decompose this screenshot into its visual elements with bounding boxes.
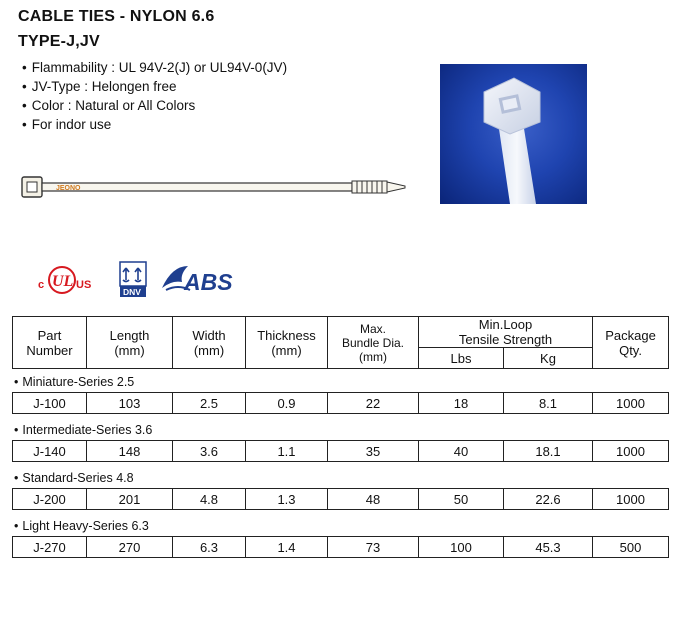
- ul-logo-icon: [38, 267, 91, 293]
- cell-length: 201: [87, 489, 173, 510]
- cell-length: 270: [87, 537, 173, 558]
- cell-bundle-dia: 35: [328, 441, 419, 462]
- header-lbs: Lbs: [419, 348, 504, 369]
- feature-list: [22, 58, 287, 134]
- cell-part-number: J-270: [13, 537, 87, 558]
- header-width: Width (mm): [173, 317, 246, 369]
- certification-logos: [38, 260, 268, 300]
- cell-part-number: J-140: [13, 441, 87, 462]
- feature-item: • Flammability : UL 94V-2(J) or UL94V-0(JV): [22, 58, 287, 77]
- cell-thickness: 1.3: [246, 489, 328, 510]
- cell-width: 2.5: [173, 393, 246, 414]
- cell-package-qty: 1000: [593, 441, 669, 462]
- spec-table: [12, 316, 668, 558]
- page-subtitle: TYPE-J,JV: [18, 33, 100, 50]
- table-row: [12, 392, 669, 414]
- cell-package-qty: 1000: [593, 489, 669, 510]
- cell-width: 3.6: [173, 441, 246, 462]
- header-part-number: Part Number: [13, 317, 87, 369]
- tie-strap: [42, 183, 352, 191]
- cell-package-qty: 500: [593, 537, 669, 558]
- cell-kg: 18.1: [504, 441, 593, 462]
- table-header: [12, 316, 669, 369]
- header-thickness: Thickness (mm): [246, 317, 328, 369]
- cell-bundle-dia: 22: [328, 393, 419, 414]
- svg-text:ABS: ABS: [184, 269, 233, 295]
- header-package-qty: Package Qty.: [593, 317, 669, 369]
- cell-bundle-dia: 48: [328, 489, 419, 510]
- tie-brand-text: JEONO: [56, 185, 81, 192]
- cell-kg: 45.3: [504, 537, 593, 558]
- series-label: • Miniature-Series 2.5: [12, 373, 668, 392]
- tie-teeth: [352, 181, 387, 193]
- abs-logo-icon: [162, 266, 233, 295]
- cell-width: 6.3: [173, 537, 246, 558]
- feature-item: • Color : Natural or All Colors: [22, 96, 287, 115]
- cell-thickness: 1.4: [246, 537, 328, 558]
- tie-head-slot: [27, 182, 37, 192]
- series-label: • Intermediate-Series 3.6: [12, 421, 668, 440]
- cell-lbs: 18: [419, 393, 504, 414]
- cell-thickness: 0.9: [246, 393, 328, 414]
- svg-text:c: c: [38, 279, 45, 291]
- page-title: CABLE TIES - NYLON 6.6: [18, 8, 215, 25]
- table-row: [12, 440, 669, 462]
- header-bundle-dia: Max. Bundle Dia. (mm): [328, 317, 419, 369]
- cell-lbs: 40: [419, 441, 504, 462]
- series-label: • Light Heavy-Series 6.3: [12, 517, 668, 536]
- tie-tip: [387, 182, 405, 192]
- cell-bundle-dia: 73: [328, 537, 419, 558]
- cell-length: 103: [87, 393, 173, 414]
- product-photo: [440, 64, 587, 204]
- cell-lbs: 50: [419, 489, 504, 510]
- cell-thickness: 1.1: [246, 441, 328, 462]
- cell-width: 4.8: [173, 489, 246, 510]
- cell-part-number: J-200: [13, 489, 87, 510]
- cell-lbs: 100: [419, 537, 504, 558]
- feature-item: • For indor use: [22, 115, 287, 134]
- feature-item: • JV-Type : Helongen free: [22, 77, 287, 96]
- header-tensile-strength: Min.Loop Tensile Strength: [419, 317, 593, 348]
- cable-tie-drawing: [20, 172, 415, 202]
- svg-text:DNV: DNV: [123, 287, 141, 297]
- cable-tie-photo-icon: [440, 64, 587, 204]
- table-row: [12, 536, 669, 558]
- cell-part-number: J-100: [13, 393, 87, 414]
- header-length: Length (mm): [87, 317, 173, 369]
- header-kg: Kg: [504, 348, 593, 369]
- table-row: [12, 488, 669, 510]
- cell-package-qty: 1000: [593, 393, 669, 414]
- cell-kg: 8.1: [504, 393, 593, 414]
- series-label: • Standard-Series 4.8: [12, 469, 668, 488]
- svg-text:UL: UL: [52, 273, 74, 290]
- dnv-logo-icon: [120, 262, 146, 297]
- cell-kg: 22.6: [504, 489, 593, 510]
- svg-text:US: US: [76, 279, 92, 291]
- cell-length: 148: [87, 441, 173, 462]
